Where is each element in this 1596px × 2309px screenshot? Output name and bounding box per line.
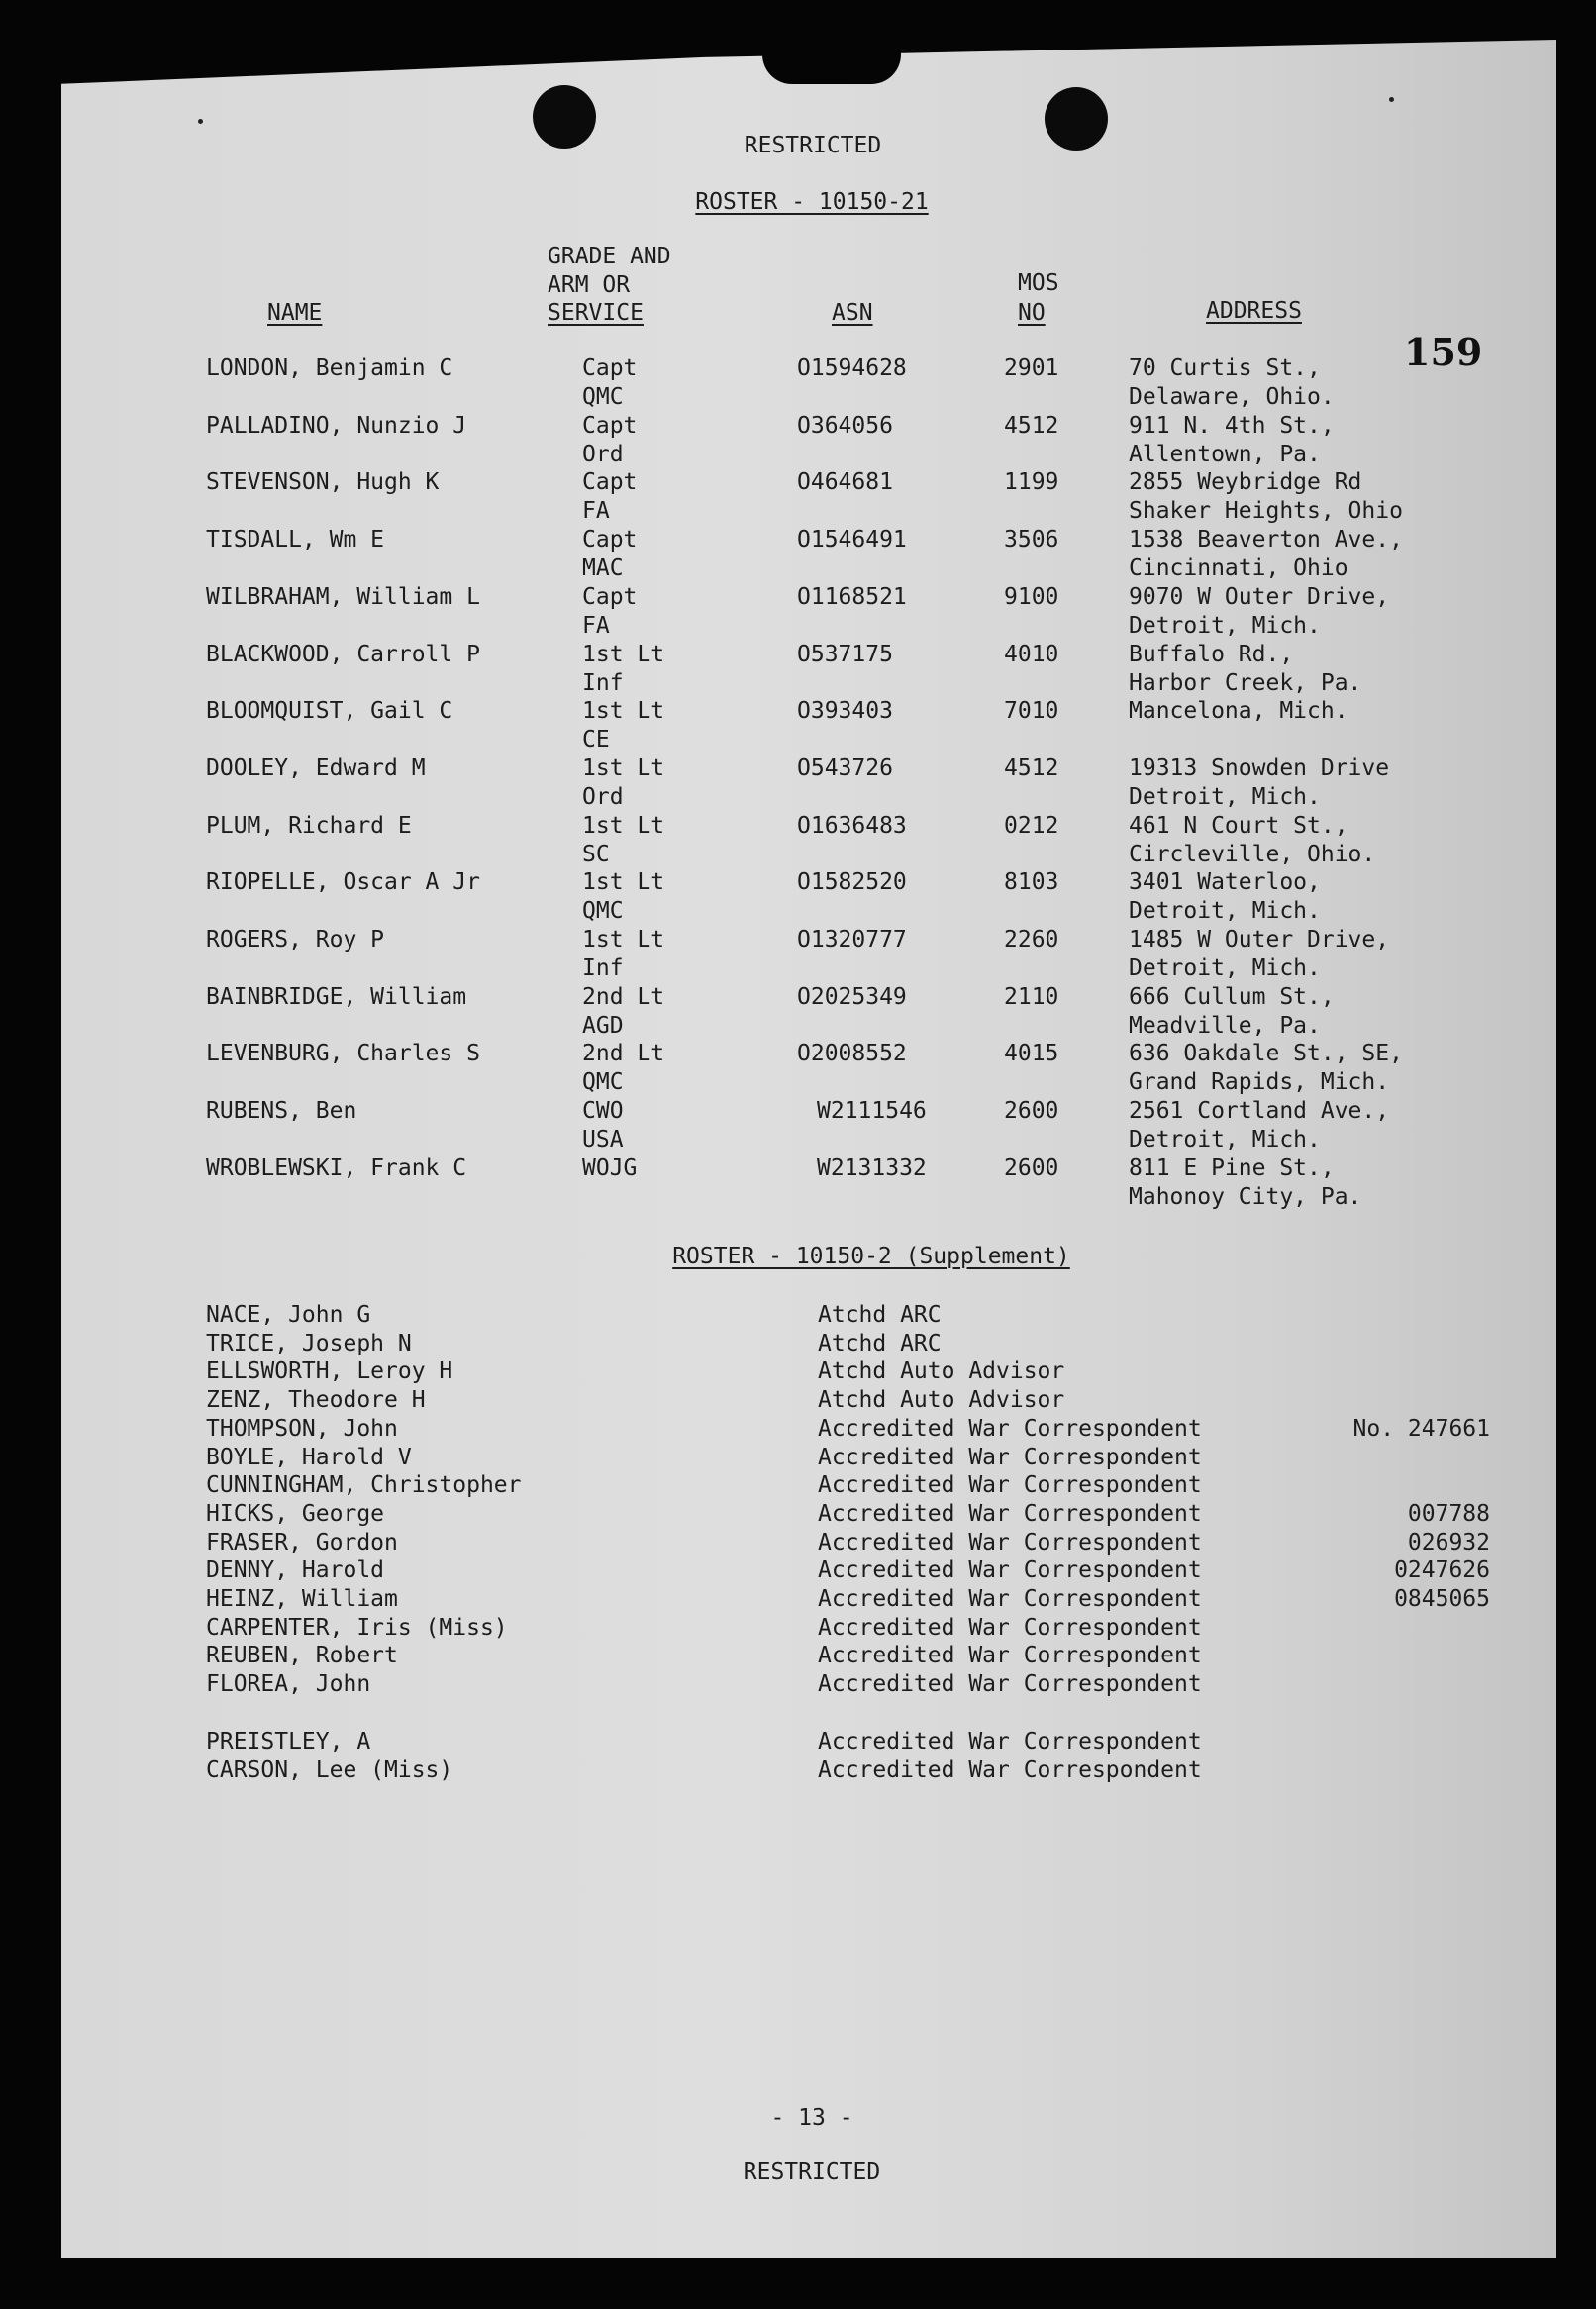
- speck: [1389, 97, 1394, 102]
- list-item: [0, 1556, 1596, 1584]
- row-arm: Ord: [582, 783, 624, 810]
- supp-role: Atchd Auto Advisor: [818, 1387, 1065, 1414]
- row-arm: MAC: [582, 555, 624, 582]
- row-address-line1: 1538 Beaverton Ave.,: [1129, 527, 1403, 553]
- row-address-line2: Circleville, Ohio.: [1129, 841, 1376, 867]
- list-item: [0, 1614, 1596, 1642]
- row-grade: WOJG: [582, 1154, 638, 1181]
- row-address-line2: Grand Rapids, Mich.: [1129, 1069, 1390, 1096]
- supp-name: CUNNINGHAM, Christopher: [206, 1472, 522, 1499]
- row-name: WILBRAHAM, William L: [206, 583, 480, 610]
- row-grade: 1st Lt: [582, 812, 665, 839]
- classification-top: RESTRICTED: [744, 133, 882, 158]
- list-item: [0, 1330, 1596, 1357]
- row-mos: 0212: [1004, 812, 1059, 839]
- list-item: [0, 1670, 1596, 1698]
- supp-role: Accredited War Correspondent: [818, 1557, 1202, 1584]
- list-item: [0, 1386, 1596, 1414]
- row-asn: O1168521: [797, 583, 907, 610]
- supp-role: Accredited War Correspondent: [818, 1444, 1202, 1470]
- supp-name: NACE, John G: [206, 1302, 371, 1328]
- row-asn: O464681: [797, 469, 893, 496]
- row-address-line2: Harbor Creek, Pa.: [1129, 669, 1362, 696]
- list-item: [0, 1642, 1596, 1669]
- row-asn: O543726: [797, 754, 893, 781]
- row-asn: O393403: [797, 698, 893, 725]
- row-address-line2: Detroit, Mich.: [1129, 783, 1321, 810]
- row-arm: QMC: [582, 898, 624, 925]
- row-asn: O1546491: [797, 527, 907, 553]
- row-address-line1: 19313 Snowden Drive: [1129, 754, 1390, 781]
- row-mos: 2600: [1004, 1098, 1059, 1125]
- supp-role: Accredited War Correspondent: [818, 1671, 1202, 1698]
- page-notch: [762, 30, 901, 84]
- row-address-line2: Detroit, Mich.: [1129, 898, 1321, 925]
- list-item: [0, 1529, 1596, 1556]
- row-address-line2: Delaware, Ohio.: [1129, 384, 1335, 410]
- row-address-line1: 811 E Pine St.,: [1129, 1154, 1335, 1181]
- row-asn: W2111546: [817, 1098, 927, 1125]
- speck: [198, 119, 203, 124]
- row-address-line1: 636 Oakdale St., SE,: [1129, 1041, 1403, 1067]
- row-arm: AGD: [582, 1012, 624, 1039]
- row-address-line2: Shaker Heights, Ohio: [1129, 498, 1403, 525]
- table-row: [0, 583, 1596, 641]
- row-arm: USA: [582, 1127, 624, 1154]
- supp-name: FRASER, Gordon: [206, 1529, 398, 1556]
- supp-role: Accredited War Correspondent: [818, 1729, 1202, 1755]
- col-header-grade-1: GRADE AND: [548, 244, 671, 269]
- col-header-mos-1: MOS: [1018, 270, 1059, 296]
- supp-name: THOMPSON, John: [206, 1415, 398, 1442]
- row-mos: 4512: [1004, 412, 1059, 439]
- supp-number: 026932: [1407, 1529, 1490, 1556]
- table-row: [0, 641, 1596, 698]
- row-address-line1: Mancelona, Mich.: [1129, 698, 1348, 725]
- page-stamp: 159: [1404, 330, 1483, 374]
- list-item: [0, 1471, 1596, 1499]
- row-mos: 2901: [1004, 355, 1059, 381]
- row-asn: O1582520: [797, 869, 907, 896]
- row-address-line1: 911 N. 4th St.,: [1129, 412, 1335, 439]
- row-arm: Ord: [582, 441, 624, 467]
- row-grade: CWO: [582, 1098, 624, 1125]
- table-row: [0, 412, 1596, 469]
- supp-number: 0247626: [1394, 1557, 1490, 1584]
- supp-role: Accredited War Correspondent: [818, 1415, 1202, 1442]
- row-asn: O2008552: [797, 1041, 907, 1067]
- supp-number: 007788: [1407, 1500, 1490, 1527]
- table-row: [0, 983, 1596, 1041]
- row-arm: Inf: [582, 955, 624, 981]
- row-grade: Capt: [582, 412, 638, 439]
- table-row: [0, 1097, 1596, 1154]
- punch-hole-left: [533, 85, 596, 149]
- table-row: [0, 354, 1596, 412]
- col-header-address: ADDRESS: [1206, 298, 1302, 324]
- row-name: TISDALL, Wm E: [206, 527, 385, 553]
- row-asn: W2131332: [817, 1154, 927, 1181]
- col-header-mos-2: NO: [1018, 300, 1046, 326]
- row-name: WROBLEWSKI, Frank C: [206, 1154, 467, 1181]
- roster-title: ROSTER - 10150-21: [695, 189, 929, 215]
- row-name: LEVENBURG, Charles S: [206, 1041, 480, 1067]
- row-address-line1: 2855 Weybridge Rd: [1129, 469, 1362, 496]
- col-header-asn: ASN: [832, 300, 873, 326]
- supp-name: HEINZ, William: [206, 1586, 398, 1612]
- row-arm: QMC: [582, 1069, 624, 1096]
- row-arm: Inf: [582, 669, 624, 696]
- supplement-title: ROSTER - 10150-2 (Supplement): [672, 1244, 1070, 1269]
- row-arm: SC: [582, 841, 610, 867]
- row-grade: 1st Lt: [582, 869, 665, 896]
- row-mos: 3506: [1004, 527, 1059, 553]
- row-arm: FA: [582, 612, 610, 639]
- table-row: [0, 468, 1596, 526]
- row-grade: Capt: [582, 469, 638, 496]
- row-mos: 8103: [1004, 869, 1059, 896]
- row-grade: 1st Lt: [582, 927, 665, 953]
- row-address-line1: 9070 W Outer Drive,: [1129, 583, 1390, 610]
- supp-number: No. 247661: [1352, 1415, 1490, 1442]
- row-address-line2: Mahonoy City, Pa.: [1129, 1183, 1362, 1210]
- supp-name: REUBEN, Robert: [206, 1643, 398, 1669]
- row-address-line1: 1485 W Outer Drive,: [1129, 927, 1390, 953]
- supp-role: Atchd Auto Advisor: [818, 1358, 1065, 1385]
- col-header-name: NAME: [267, 300, 323, 326]
- row-name: BLACKWOOD, Carroll P: [206, 641, 480, 667]
- row-mos: 2600: [1004, 1154, 1059, 1181]
- table-row: [0, 868, 1596, 926]
- row-arm: CE: [582, 727, 610, 753]
- supp-role: Atchd ARC: [818, 1302, 942, 1328]
- row-address-line1: 2561 Cortland Ave.,: [1129, 1098, 1390, 1125]
- row-mos: 4512: [1004, 754, 1059, 781]
- row-asn: O1594628: [797, 355, 907, 381]
- col-header-grade-2: ARM OR: [548, 272, 631, 298]
- supp-role: Accredited War Correspondent: [818, 1500, 1202, 1527]
- row-name: PALLADINO, Nunzio J: [206, 412, 467, 439]
- row-mos: 2260: [1004, 927, 1059, 953]
- row-grade: 2nd Lt: [582, 983, 665, 1010]
- supp-name: CARPENTER, Iris (Miss): [206, 1614, 508, 1641]
- row-address-line2: Allentown, Pa.: [1129, 441, 1321, 467]
- row-address-line1: Buffalo Rd.,: [1129, 641, 1294, 667]
- table-row: [0, 526, 1596, 583]
- row-address-line2: Detroit, Mich.: [1129, 612, 1321, 639]
- supp-role: Accredited War Correspondent: [818, 1472, 1202, 1499]
- classification-bottom: RESTRICTED: [743, 2159, 881, 2185]
- row-name: PLUM, Richard E: [206, 812, 412, 839]
- supp-name: PREISTLEY, A: [206, 1729, 371, 1755]
- supp-name: HICKS, George: [206, 1500, 385, 1527]
- row-grade: Capt: [582, 583, 638, 610]
- table-row: [0, 1040, 1596, 1097]
- row-name: RIOPELLE, Oscar A Jr: [206, 869, 480, 896]
- row-asn: O2025349: [797, 983, 907, 1010]
- row-address-line1: 461 N Court St.,: [1129, 812, 1348, 839]
- row-asn: O537175: [797, 641, 893, 667]
- row-mos: 4015: [1004, 1041, 1059, 1067]
- table-row: [0, 754, 1596, 812]
- col-header-grade-3: SERVICE: [548, 300, 644, 326]
- row-address-line1: 3401 Waterloo,: [1129, 869, 1321, 896]
- row-mos: 4010: [1004, 641, 1059, 667]
- list-item: [0, 1757, 1596, 1784]
- list-item: [0, 1357, 1596, 1385]
- row-grade: 1st Lt: [582, 754, 665, 781]
- supp-role: Accredited War Correspondent: [818, 1529, 1202, 1556]
- row-mos: 1199: [1004, 469, 1059, 496]
- supp-name: TRICE, Joseph N: [206, 1330, 412, 1356]
- row-name: BAINBRIDGE, William: [206, 983, 467, 1010]
- table-row: [0, 1154, 1596, 1212]
- row-address-line1: 666 Cullum St.,: [1129, 983, 1335, 1010]
- supp-role: Accredited War Correspondent: [818, 1586, 1202, 1612]
- supp-name: DENNY, Harold: [206, 1557, 385, 1584]
- row-grade: 1st Lt: [582, 698, 665, 725]
- row-address-line2: Detroit, Mich.: [1129, 955, 1321, 981]
- punch-hole-right: [1045, 87, 1108, 151]
- supp-name: ZENZ, Theodore H: [206, 1387, 426, 1414]
- supp-name: FLOREA, John: [206, 1671, 371, 1698]
- row-grade: Capt: [582, 355, 638, 381]
- row-mos: 9100: [1004, 583, 1059, 610]
- list-item: [0, 1415, 1596, 1443]
- table-row: [0, 697, 1596, 754]
- supp-name: BOYLE, Harold V: [206, 1444, 412, 1470]
- row-mos: 7010: [1004, 698, 1059, 725]
- row-name: BLOOMQUIST, Gail C: [206, 698, 453, 725]
- row-name: RUBENS, Ben: [206, 1098, 357, 1125]
- row-grade: 2nd Lt: [582, 1041, 665, 1067]
- table-row: [0, 812, 1596, 869]
- row-asn: O1320777: [797, 927, 907, 953]
- row-grade: Capt: [582, 527, 638, 553]
- list-item: [0, 1301, 1596, 1329]
- row-asn: O364056: [797, 412, 893, 439]
- list-item: [0, 1444, 1596, 1471]
- supp-role: Atchd ARC: [818, 1330, 942, 1356]
- supp-name: CARSON, Lee (Miss): [206, 1757, 453, 1783]
- row-grade: 1st Lt: [582, 641, 665, 667]
- row-name: STEVENSON, Hugh K: [206, 469, 440, 496]
- row-arm: QMC: [582, 384, 624, 410]
- row-name: ROGERS, Roy P: [206, 927, 385, 953]
- row-asn: O1636483: [797, 812, 907, 839]
- table-row: [0, 926, 1596, 983]
- row-arm: FA: [582, 498, 610, 525]
- page-number: - 13 -: [770, 2105, 853, 2131]
- supp-name: ELLSWORTH, Leroy H: [206, 1358, 453, 1385]
- supp-role: Accredited War Correspondent: [818, 1643, 1202, 1669]
- row-mos: 2110: [1004, 983, 1059, 1010]
- supp-number: 0845065: [1394, 1586, 1490, 1612]
- row-address-line2: Cincinnati, Ohio: [1129, 555, 1348, 582]
- row-address-line2: Meadville, Pa.: [1129, 1012, 1321, 1039]
- supp-role: Accredited War Correspondent: [818, 1757, 1202, 1783]
- row-address-line1: 70 Curtis St.,: [1129, 355, 1321, 381]
- row-name: DOOLEY, Edward M: [206, 754, 426, 781]
- row-name: LONDON, Benjamin C: [206, 355, 453, 381]
- row-address-line2: Detroit, Mich.: [1129, 1127, 1321, 1154]
- list-item: [0, 1585, 1596, 1613]
- supp-role: Accredited War Correspondent: [818, 1614, 1202, 1641]
- list-item: [0, 1500, 1596, 1528]
- list-item: [0, 1728, 1596, 1756]
